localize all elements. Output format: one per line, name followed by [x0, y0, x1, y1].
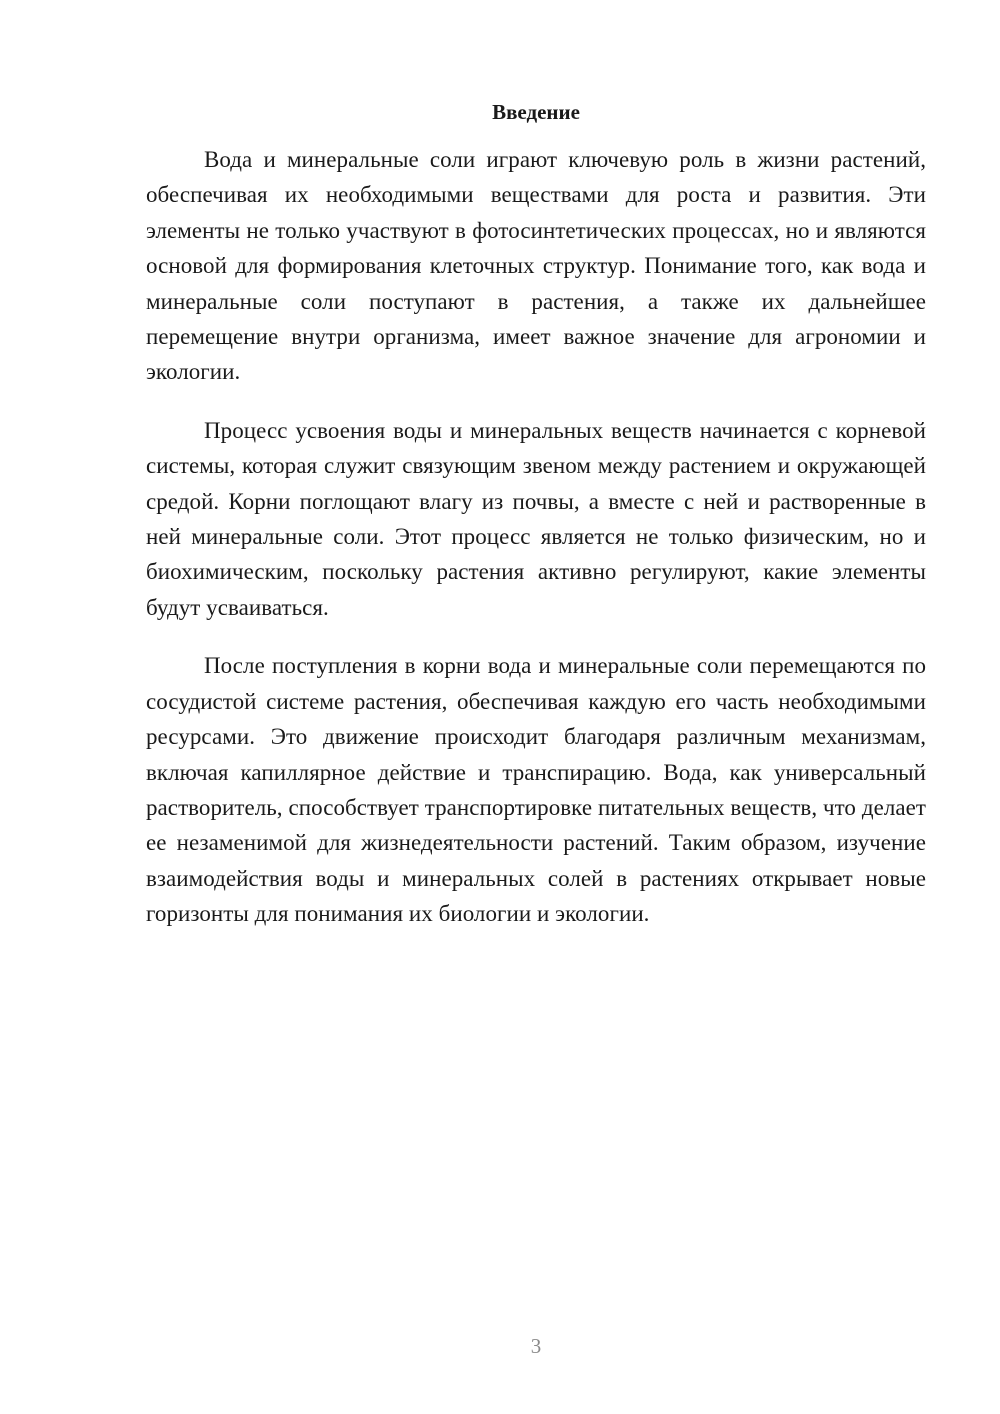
paragraph-3: После поступления в корни вода и минеральные соли перемещаются по сосудистой системе растения, обеспечивая каждую его часть необходимыми ресурсами. Это движение происходит благодаря различным механизмам, включая капиллярное действие и транспирацию. Вода, как универсальный растворитель, способствует транспортировке питательных веществ, что делает ее незаменимой для жизнедеятельности растений. Таким образом, изучение взаимодействия воды и минеральных солей в растениях открывает новые горизонты для понимания их биологии и экологии. — [146, 653, 926, 927]
body-text — [146, 142, 926, 955]
section-heading: Введение — [492, 100, 580, 124]
paragraph-2: Процесс усвоения воды и минеральных веществ начинается с корневой системы, которая служит связующим звеном между растением и окружающей средой. Корни поглощают влагу из почвы, а вместе с ней и растворенные в ней минеральные соли. Этот процесс является не только физическим, но и биохимическим, поскольку растения активно регулируют, какие элементы будут усваиваться. — [146, 417, 926, 620]
page-number: 3 — [530, 1334, 542, 1358]
paragraph-1: Вода и минеральные соли играют ключевую роль в жизни растений, обеспечивая их необходимыми веществами для роста и развития. Эти элементы не только участвуют в фотосинтетических процессах, но и являются основой для формирования клеточных структур. Понимание того, как вода и минеральные соли поступают в растения, а также их дальнейшее перемещение внутри организма, имеет важное значение для агрономии и экологии. — [146, 147, 926, 385]
